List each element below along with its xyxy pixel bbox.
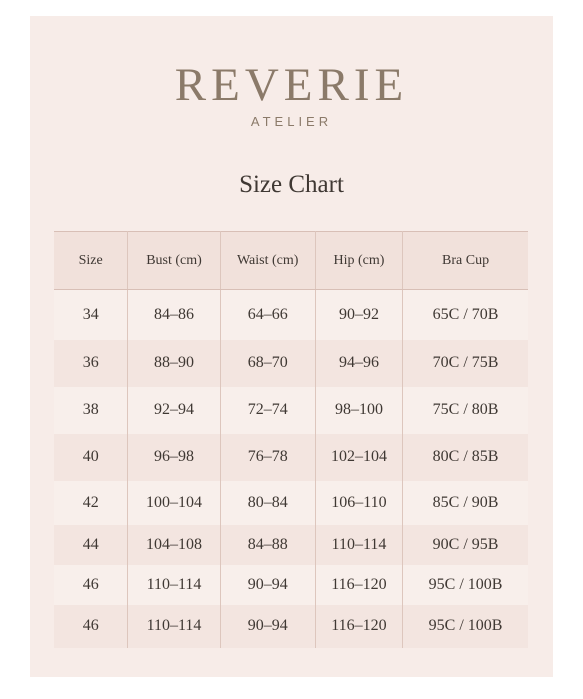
table-row [54,340,528,387]
cell-size: 44 [54,525,128,565]
cell-waist: 90–94 [220,565,315,605]
cell-hip: 110–114 [315,525,402,565]
table-row [54,565,528,605]
cell-bust: 88–90 [128,340,220,387]
cell-bra-cup: 95C / 100B [403,605,528,648]
cell-size: 36 [54,340,128,387]
cell-bra-cup: 90C / 95B [403,525,528,565]
table-row [54,481,528,525]
cell-bra-cup: 65C / 70B [403,290,528,340]
cell-waist: 84–88 [220,525,315,565]
brand-subtitle: ATELIER [250,114,333,129]
cell-waist: 90–94 [220,605,315,648]
cell-bust: 100–104 [128,481,220,525]
cell-size: 42 [54,481,128,525]
cell-size: 38 [54,387,128,434]
table-row [54,387,528,434]
cell-bust: 104–108 [128,525,220,565]
header-bra-cup: Bra Cup [403,232,528,290]
cell-bra-cup: 75C / 80B [403,387,528,434]
cell-hip: 94–96 [315,340,402,387]
table-row [54,434,528,481]
cell-bra-cup: 80C / 85B [403,434,528,481]
cell-size: 34 [54,290,128,340]
cell-size: 46 [54,565,128,605]
size-table [54,231,528,648]
table-row [54,605,528,648]
brand-logo: REVERIE [174,59,409,111]
table-row [54,525,528,565]
cell-waist: 76–78 [220,434,315,481]
cell-bust: 92–94 [128,387,220,434]
table-header-row [54,232,528,290]
cell-bra-cup: 85C / 90B [403,481,528,525]
cell-bust: 84–86 [128,290,220,340]
header-hip: Hip (cm) [315,232,402,290]
header-size: Size [54,232,128,290]
size-chart-card [30,16,553,677]
cell-size: 40 [54,434,128,481]
page-title: Size Chart [239,171,344,198]
cell-size: 46 [54,605,128,648]
header-bust: Bust (cm) [128,232,220,290]
cell-hip: 102–104 [315,434,402,481]
cell-bust: 110–114 [128,605,220,648]
cell-hip: 116–120 [315,605,402,648]
cell-hip: 98–100 [315,387,402,434]
cell-waist: 64–66 [220,290,315,340]
cell-hip: 90–92 [315,290,402,340]
cell-bust: 110–114 [128,565,220,605]
cell-hip: 106–110 [315,481,402,525]
table-row [54,290,528,340]
cell-waist: 68–70 [220,340,315,387]
cell-bra-cup: 70C / 75B [403,340,528,387]
cell-hip: 116–120 [315,565,402,605]
cell-bra-cup: 95C / 100B [403,565,528,605]
header-waist: Waist (cm) [220,232,315,290]
cell-bust: 96–98 [128,434,220,481]
cell-waist: 80–84 [220,481,315,525]
cell-waist: 72–74 [220,387,315,434]
